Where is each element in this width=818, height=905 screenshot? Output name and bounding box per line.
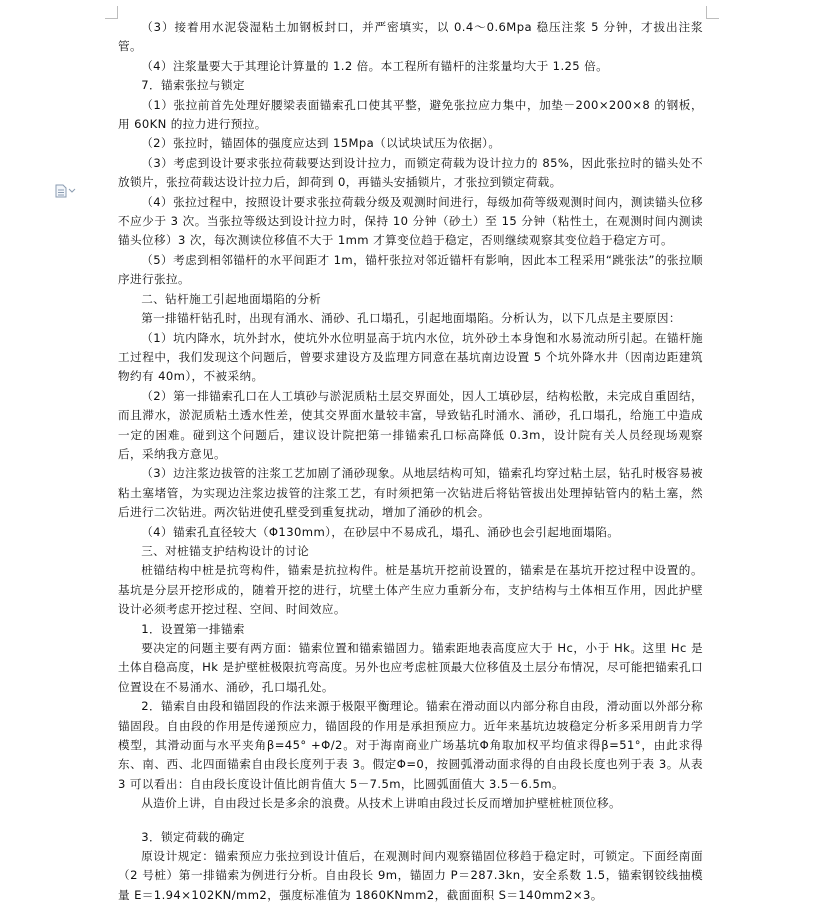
section-heading: 二、钻杆施工引起地面塌陷的分析 (141, 291, 322, 306)
paragraph: （4）注浆量要大于其理论计算量的 1.2 倍。本工程所有锚杆的注浆量均大于 1.25 倍。 (141, 58, 609, 73)
page-corner-top-right (706, 6, 719, 19)
paragraph: （5）考虑到相邻锚杆的水平间距才 1m，锚杆张拉对邻近锚杆有影响，因此本工程采用“跳张法”的张拉顺序进行张拉。 (118, 252, 703, 287)
paragraph: 第一排锚杆钻孔时，出现有涌水、涌砂、孔口塌孔，引起地面塌陷。分析认为，以下几点是主要原因： (141, 311, 681, 326)
page-corner-top-left (105, 6, 118, 19)
paragraph: （3）接着用水泥袋湿粘土加钢板封口，并严密填实，以 0.4～0.6Mpa 稳压注浆 5 分钟，才拔出注浆管。 (118, 20, 703, 54)
empty-line (118, 814, 703, 828)
paragraph: 桩锚结构中桩是抗弯构件，锚索是抗拉构件。桩是基坑开挖前设置的，锚索是在基坑开挖过程中设置的。基坑是分层开挖形成的，随着开挖的进行，坑壁土体产生应力重新分布，支护结构与土体相互作用，因此护壁设计必须考虑开挖过程、空间、时间效应。 (118, 563, 703, 617)
paragraph: （2）张拉时，锚固体的强度应达到 15Mpa（以试块试压为依据）。 (141, 136, 501, 151)
paragraph: 要决定的问题主要有两方面：锚索位置和锚索锚固力。锚索距地表高度应大于 Hc，小于 Hk。这里 Hc 是土体自稳高度，Hk 是护壁桩极限抗弯高度。另外也应考虑桩顶最大位移值及土层分布情况，尽可能把锚索孔口位置设在不易涌水、涌砂，孔口塌孔处。 (118, 641, 703, 694)
section-heading: 三、对桩锚支护结构设计的讨论 (141, 543, 310, 558)
paragraph: （1）张拉前首先处理好腰梁表面锚索孔口使其平整，避免张拉应力集中，加垫－200×200×8 的钢板，用 60KN 的拉力进行预拉。 (118, 97, 703, 132)
section-heading: 7．锚索张拉与锁定 (141, 78, 245, 93)
section-heading: 3．锁定荷载的确定 (141, 829, 245, 844)
paragraph: 原设计规定：锚索预应力张拉到设计值后，在观测时间内观察锚固位移趋于稳定时，可锁定。下面经南面（2 号桩）第一排锚索为例进行分析。自由段长 9m，锚固力 P＝287.3kn，安全系数 1.5，锚索钢铰线抽模量 E＝1.94×102KN/mm2，强度标准值为 1860KNmm2，截面面积 S＝140mm2×3。 (118, 849, 703, 902)
paragraph: 2．锚索自由段和锚固段的作法来源于极限平衡理论。锚索在滑动面以内部分称自由段，滑动面以外部分称锚固段。自由段的作用是传递预应力，锚固段的作用是承担预应力。近年来基坑边坡稳定分析多采用朗肯力学模型，其滑动面与水平夹角β=45° +Φ/2。对于海南商业广场基坑Φ角取加权平均值求得β=51°，由此求得东、南、西、北四面锚索自由段长度列于表 3。假定Φ=0，按圆弧滑动面求得的自由段长度也列于表 3。从表 3 可以看出：自由段长度设计值比朗肯值大 5－7.5m，比圆弧面值大 3.5－6.5m。 (118, 699, 703, 791)
paragraph: （3）边注浆边拔管的注浆工艺加剧了涌砂现象。从地层结构可知，锚索孔均穿过粘土层，钻孔时极容易被粘土塞堵管，为实现边注浆边拔管的注浆工艺，有时须把第一次钻进后将钻管拔出处理掉钻管内的粘土塞，然后进行二次钻进。两次钻进使孔壁受到重复扰动，增加了涌砂的机会。 (118, 466, 703, 520)
paragraph: 从造价上讲，自由段过长是多余的浪费。从技术上讲咱由段过长反而增加护壁桩桩顶位移。 (141, 796, 621, 811)
paragraph: （4）张拉过程中，按照设计要求张拉荷载分级及观测时间进行，每级加荷等级观测时间内，测读锚头位移不应少于 3 次。当张拉等级达到设计拉力时，保持 10 分钟（砂土）至 15 分钟（粘性土，在观测时间内测读锚头位移）3 次，每次测读位移值不大于 1mm 才算变位趋于稳定，否则继续观察其变位趋于稳定方可。 (118, 194, 703, 248)
document-icon[interactable] (55, 183, 77, 197)
document-page (118, 18, 703, 905)
paragraph: （2）第一排锚索孔口在人工填砂与淤泥质粘土层交界面处，因人工填砂层，结构松散，未完成自重固结，而且滞水，淤泥质粘土透水性差，使其交界面水量较丰富，导致钻孔时涌水、涌砂，孔口塌孔，给施工中造成一定的困难。碰到这个问题后，建议设计院把第一排锚索孔口标高降低 0.3m，设计院有关人员经现场观察后，采纳我方意见。 (118, 388, 703, 461)
paragraph: （3）考虑到设计要求张拉荷载要达到设计拉力，而锁定荷载为设计拉力的 85%，因此张拉时的锚头处不放锁片，张拉荷载达设计拉力后，卸荷到 0，再锚头安插锁片，才张拉到锁定荷载。 (118, 155, 703, 190)
section-heading: 1．设置第一排锚索 (141, 621, 245, 636)
paragraph: （4）锚索孔直径较大（Φ130mm），在砂层中不易成孔，塌孔、涌砂也会引起地面塌陷。 (141, 524, 620, 539)
paragraph: （1）坑内降水，坑外封水，使坑外水位明显高于坑内水位，坑外砂土本身饱和水易流动所引起。在锚杆施工过程中，我们发现这个问题后，曾要求建设方及监理方同意在基坑南边设置 5 个坑外降水井（因南边距建筑物约有 40m），不被采纳。 (118, 330, 703, 384)
